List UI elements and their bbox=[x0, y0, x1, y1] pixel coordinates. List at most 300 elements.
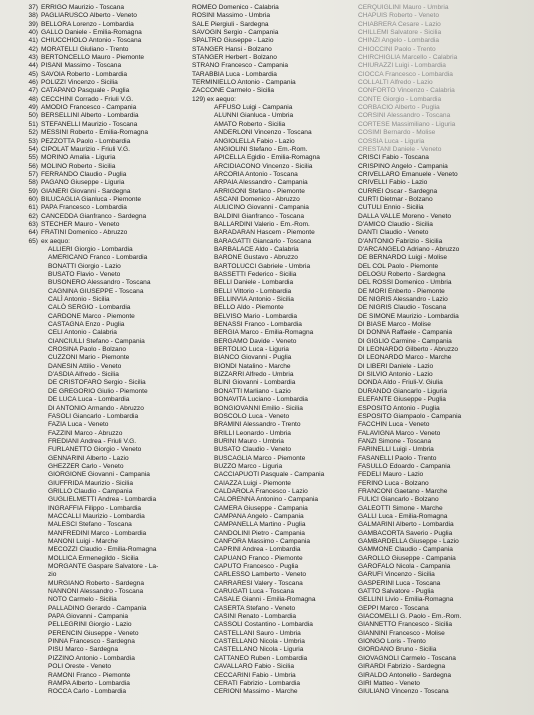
ranking-entry bbox=[26, 138, 196, 146]
entry-text: PAPA Giovanni - Campania bbox=[48, 613, 129, 621]
ranking-entry bbox=[26, 688, 196, 696]
ranking-entry bbox=[26, 672, 196, 680]
ranking-entry bbox=[358, 254, 530, 262]
entry-text: BERTONCELLO Mauro - Piemonte bbox=[41, 54, 145, 62]
ranking-entry bbox=[192, 521, 362, 529]
ranking-entry bbox=[358, 271, 530, 279]
ranking-entry bbox=[358, 596, 530, 604]
entry-text: CASINI Renato - Lombardia bbox=[214, 613, 297, 621]
ranking-entry bbox=[192, 421, 362, 429]
ranking-entry bbox=[192, 388, 362, 396]
ranking-entry bbox=[26, 530, 196, 538]
ranking-entry bbox=[358, 288, 530, 296]
ranking-entry bbox=[26, 346, 196, 354]
ranking-entry bbox=[26, 263, 196, 271]
ranking-entry bbox=[192, 221, 362, 229]
entry-text: FURLANETTO Giorgio - Veneto bbox=[48, 446, 142, 454]
entry-text: CUTULI Ennio - Sicilia bbox=[358, 204, 424, 212]
ranking-entry bbox=[358, 179, 530, 187]
entry-text: CARLESSO Lamberto - Veneto bbox=[214, 571, 306, 579]
entry-text: ROMEO Domenico - Calabria bbox=[192, 4, 279, 11]
rank-number: 44) bbox=[28, 62, 38, 70]
ranking-entry bbox=[26, 638, 196, 646]
ranking-entry bbox=[358, 46, 530, 54]
entry-text: NANNONI Alessandro - Toscana bbox=[48, 588, 144, 596]
ranking-entry bbox=[358, 438, 530, 446]
ranking-entry bbox=[358, 213, 530, 221]
ranking-entry bbox=[26, 663, 196, 671]
ranking-entry bbox=[26, 37, 196, 45]
entry-text: DEL COL Paolo - Piemonte bbox=[358, 262, 439, 270]
ranking-entry bbox=[26, 171, 196, 179]
entry-text: DI SILVIO Antonio - Lazio bbox=[358, 371, 433, 379]
ranking-entry bbox=[26, 271, 196, 279]
ranking-entry bbox=[358, 29, 530, 37]
ranking-entry bbox=[358, 338, 530, 346]
entry-text: CASSOLI Costantino - Lombardia bbox=[214, 621, 313, 629]
entry-text: PALLADINO Gerardo - Campania bbox=[48, 604, 147, 612]
entry-text: FACCHIN Luca - Veneto bbox=[358, 421, 430, 429]
entry-text: CAIAZZA Luigi - Piemonte bbox=[214, 479, 291, 487]
entry-text: BOSCOLO Luca - Veneto bbox=[214, 412, 290, 420]
rank-number: 63) bbox=[28, 220, 38, 228]
entry-text: TERMINIELLO Antonio - Campania bbox=[192, 79, 296, 87]
ranking-entry bbox=[358, 96, 530, 104]
entry-text: DI GIGLIO Carmine - Campania bbox=[358, 337, 452, 345]
ranking-entry bbox=[192, 446, 362, 454]
ranking-entry bbox=[358, 405, 530, 413]
ranking-entry bbox=[192, 46, 362, 54]
ranking-entry bbox=[358, 263, 530, 271]
ranking-entry bbox=[358, 580, 530, 588]
rank-number: 47) bbox=[28, 87, 38, 95]
ranking-entry bbox=[26, 12, 196, 20]
ranking-entry bbox=[358, 630, 530, 638]
entry-text: FASANELLI Paolo - Trento bbox=[358, 454, 437, 462]
ranking-entry bbox=[358, 605, 530, 613]
entry-text: DANESIN Attilio - Veneto bbox=[48, 362, 122, 370]
ranking-entry bbox=[192, 663, 362, 671]
ranking-entry bbox=[26, 154, 196, 162]
ranking-entry bbox=[358, 229, 530, 237]
ranking-entry bbox=[26, 463, 196, 471]
ranking-entry bbox=[358, 196, 530, 204]
rank-number: 45) bbox=[28, 70, 38, 78]
entry-text: DELOGU Roberto - Sardegna bbox=[358, 271, 446, 278]
entry-text: DE NIGRIS Alessandro - Lazio bbox=[358, 296, 448, 304]
entry-text: CORTESE Massimiliano - Liguria bbox=[358, 120, 456, 128]
entry-text: BONATTI Giorgio - Lazio bbox=[48, 262, 121, 270]
entry-text: CERATI Fabrizio - Lombardia bbox=[214, 679, 300, 687]
ranking-entry bbox=[192, 605, 362, 613]
entry-text: AMERICANO Franco - Lombardia bbox=[48, 254, 148, 262]
entry-text: MESSINI Roberto - Emilia-Romagna bbox=[41, 129, 149, 137]
ranking-entry bbox=[26, 238, 196, 246]
ranking-entry bbox=[358, 680, 530, 688]
rank-number: 59) bbox=[28, 187, 38, 195]
entry-text: FEDELI Mauro - Lazio bbox=[358, 471, 424, 479]
entry-text: CANCEDDA Gianfranco - Sardegna bbox=[41, 212, 147, 220]
ranking-entry bbox=[358, 546, 530, 554]
entry-text: ex aequo: bbox=[207, 95, 236, 103]
ranking-entry bbox=[26, 580, 196, 588]
rank-number: 48) bbox=[28, 95, 38, 103]
entry-text: SAVOIA Roberto - Lombardia bbox=[41, 70, 128, 78]
entry-text: AMODIO Francesco - Campania bbox=[41, 104, 137, 112]
ranking-entry bbox=[192, 630, 362, 638]
rank-number: 38) bbox=[28, 12, 38, 20]
ranking-entry bbox=[192, 405, 362, 413]
entry-text: GAMMONE Claudio - Campania bbox=[358, 546, 453, 554]
entry-text: PELLEGRINI Giorgio - Lazio bbox=[48, 621, 132, 629]
entry-text: BELLORA Lorenzo - Lombardia bbox=[41, 20, 134, 28]
ranking-entry bbox=[26, 371, 196, 379]
entry-text: GIRI Matteo - Veneto bbox=[358, 679, 420, 687]
ranking-entry bbox=[26, 213, 196, 221]
entry-text: ELEFANTE Giuseppe - Puglia bbox=[358, 396, 446, 404]
ranking-entry bbox=[26, 521, 196, 529]
ranking-column-right bbox=[358, 4, 530, 697]
ranking-entry bbox=[26, 129, 196, 137]
entry-text: CRIVELLARO Emanuele - Veneto bbox=[358, 170, 458, 178]
entry-text: CHIABRERA Cesare - Lazio bbox=[358, 20, 441, 28]
entry-text: POLIZZI Vincenzo - Sicilia bbox=[41, 79, 118, 87]
ranking-entry bbox=[26, 221, 196, 229]
entry-text: CASTELLANO Nicola - Liguria bbox=[214, 646, 304, 654]
rank-number: 51) bbox=[28, 120, 38, 128]
entry-text: BARADARAN Hascem - Piemonte bbox=[214, 229, 315, 237]
ranking-entry bbox=[192, 87, 362, 95]
entry-text: BELVISO Mario - Lombardia bbox=[214, 312, 298, 320]
ranking-entry bbox=[192, 163, 362, 171]
entry-text: DE GREGORIO Giulio - Piemonte bbox=[48, 387, 148, 395]
ranking-entry bbox=[26, 588, 196, 596]
ranking-entry bbox=[192, 430, 362, 438]
entry-text: MORINO Amalia - Liguria bbox=[41, 154, 116, 162]
rank-number: 46) bbox=[28, 79, 38, 87]
entry-text: ESPOSITO Antonio - Puglia bbox=[358, 404, 440, 412]
entry-text: BUSCAGLIA Marco - Piemonte bbox=[214, 454, 306, 462]
ranking-entry bbox=[192, 96, 362, 104]
ranking-entry bbox=[26, 505, 196, 513]
rank-number: 39) bbox=[28, 20, 38, 28]
entry-text: D'ANTONIO Fabrizio - Sicilia bbox=[358, 237, 443, 245]
entry-text: FAZIA Luca - Veneto bbox=[48, 421, 109, 429]
entry-text: CECCHINI Corrado - Friuli V.G. bbox=[41, 95, 134, 103]
ranking-entry bbox=[192, 646, 362, 654]
entry-text: GIUFFRIDA Maurizio - Sicilia bbox=[48, 479, 133, 487]
entry-text: BUSATO Flavio - Veneto bbox=[48, 271, 121, 278]
entry-text: DONDA Aldo - Friuli-V. Giulia bbox=[358, 379, 443, 387]
entry-text: CASALE Gianni - Emilia-Romagna bbox=[214, 596, 316, 604]
entry-text: CAPUTO Francesco - Puglia bbox=[214, 563, 299, 571]
entry-text: CHILLEMI Salvatore - Sicilia bbox=[358, 29, 442, 37]
entry-text: D'ARCANGELO Adriano - Abruzzo bbox=[358, 245, 460, 253]
ranking-entry bbox=[26, 304, 196, 312]
entry-text: ESPOSITO Giampaolo - Campania bbox=[358, 412, 462, 420]
entry-text: CRIVELLI Fabio - Lazio bbox=[358, 179, 428, 187]
ranking-entry bbox=[26, 229, 196, 237]
entry-text: CORSINI Alessandro - Toscana bbox=[358, 112, 451, 120]
entry-text: BIANCO Giovanni - Puglia bbox=[214, 354, 292, 362]
rank-number: 129) bbox=[192, 95, 206, 103]
ranking-entry bbox=[26, 54, 196, 62]
ranking-entry bbox=[26, 121, 196, 129]
entry-text: FULICI Giancarlo - Bolzano bbox=[358, 496, 439, 504]
entry-text: MOLLICA Ermenegildo - Sicilia bbox=[48, 554, 139, 562]
rank-number: 52) bbox=[28, 129, 38, 137]
rank-number: 49) bbox=[28, 104, 38, 112]
ranking-entry bbox=[192, 346, 362, 354]
entry-text: zio bbox=[48, 571, 57, 579]
ranking-entry bbox=[358, 530, 530, 538]
entry-text: SALE Piergiuli - Sardegna bbox=[192, 20, 269, 28]
entry-text: STECHER Mauro - Veneto bbox=[41, 220, 120, 228]
entry-text: BIZZARRI Alfredo - Umbria bbox=[214, 371, 294, 379]
ranking-entry bbox=[192, 655, 362, 663]
ranking-entry bbox=[192, 21, 362, 29]
ranking-entry bbox=[358, 655, 530, 663]
entry-text: GAMBARDELLA Giuseppe - Lazio bbox=[358, 538, 459, 545]
entry-text: DE CRISTOFARO Sergio - Sicilia bbox=[48, 379, 146, 387]
ranking-entry bbox=[358, 371, 530, 379]
entry-text: CECCARINI Fabio - Umbria bbox=[214, 671, 296, 679]
entry-text: CALÒ SERGIO - Lombardia bbox=[48, 304, 131, 312]
ranking-entry bbox=[26, 288, 196, 296]
ranking-entry bbox=[26, 246, 196, 254]
entry-text: ROSINI Massimo - Umbria bbox=[192, 12, 271, 20]
ranking-entry bbox=[192, 304, 362, 312]
ranking-entry bbox=[192, 296, 362, 304]
ranking-entry bbox=[358, 663, 530, 671]
ranking-entry bbox=[358, 204, 530, 212]
entry-text: BLINI Giovanni - Lombardia bbox=[214, 379, 296, 387]
entry-text: BERGAMO Davide - Veneto bbox=[214, 337, 297, 345]
ranking-entry bbox=[192, 463, 362, 471]
entry-text: DI ANTONIO Armando - Abruzzo bbox=[48, 404, 144, 412]
entry-text: CURREI Oscar - Sardegna bbox=[358, 187, 438, 195]
ranking-entry bbox=[192, 680, 362, 688]
ranking-entry bbox=[192, 229, 362, 237]
entry-text: DE NIGRIS Claudio - Toscana bbox=[358, 304, 447, 312]
entry-text: BALDINI Gianfranco - Toscana bbox=[214, 212, 305, 220]
entry-text: CHIURAZZI Luigi - Lombardia bbox=[358, 62, 446, 70]
rank-number: 40) bbox=[28, 29, 38, 37]
entry-text: FREDIANI Andrea - Friuli V.G. bbox=[48, 437, 137, 445]
entry-text: GUGLIELMETTI Andrea - Lombardia bbox=[48, 496, 157, 504]
entry-text: CELI Antonio - Calabria bbox=[48, 329, 117, 337]
rank-number: 64) bbox=[28, 229, 38, 237]
rank-number: 41) bbox=[28, 37, 38, 45]
ranking-entry bbox=[358, 480, 530, 488]
entry-text: ARRIGONI Stefano - Piemonte bbox=[214, 187, 305, 195]
entry-text: GAMBACORTA Saverio - Puglia bbox=[358, 529, 453, 537]
ranking-entry bbox=[358, 421, 530, 429]
entry-text: SPALTRO Giuseppe - Lazio bbox=[192, 37, 274, 45]
entry-text: GIANERI Giovanni - Sardegna bbox=[41, 187, 131, 195]
entry-text: ALUNNI Gianluca - Umbria bbox=[214, 112, 294, 120]
ranking-entry bbox=[26, 605, 196, 613]
entry-text: GRILLO Claudio - Campania bbox=[48, 487, 133, 495]
ranking-entry bbox=[358, 304, 530, 312]
entry-text: ANDERLONI Vincenzo - Toscana bbox=[214, 129, 312, 137]
ranking-entry bbox=[26, 188, 196, 196]
entry-text: GALLI Luca - Emilia-Romagna bbox=[358, 512, 448, 520]
ranking-entry bbox=[192, 396, 362, 404]
entry-text: STANGER Herbert - Bolzano bbox=[192, 54, 277, 62]
entry-text: DALLA VALLE Moreno - Veneto bbox=[358, 212, 451, 220]
ranking-entry bbox=[358, 646, 530, 654]
ranking-entry bbox=[26, 413, 196, 421]
ranking-entry bbox=[192, 496, 362, 504]
entry-text: ANGIOLELLA Fabio - Lazio bbox=[214, 137, 295, 145]
ranking-entry bbox=[192, 279, 362, 287]
ranking-entry bbox=[358, 87, 530, 95]
entry-text: CRISPINO Angelo - Campania bbox=[358, 162, 448, 170]
ranking-entry bbox=[358, 79, 530, 87]
entry-text: CASTELLANO Nicola - Umbria bbox=[214, 638, 305, 646]
ranking-entry bbox=[192, 672, 362, 680]
entry-text: D'AMICO Claudio - Sicilia bbox=[358, 220, 433, 228]
entry-text: BELLI Vittorio - Lombardia bbox=[214, 287, 292, 295]
entry-text: FRATINI Domenico - Abruzzo bbox=[41, 229, 128, 237]
ranking-entry bbox=[192, 129, 362, 137]
entry-text: PISANI Massimo - Toscana bbox=[41, 62, 122, 70]
entry-text: STEFANELLI Maurizio - Toscana bbox=[41, 120, 138, 128]
ranking-entry bbox=[192, 104, 362, 112]
entry-text: COSIMI Bernardo - Molise bbox=[358, 129, 436, 137]
entry-text: CHIOCCINI Paolo - Trento bbox=[358, 45, 436, 53]
ranking-entry bbox=[192, 71, 362, 79]
ranking-entry bbox=[192, 196, 362, 204]
ranking-entry bbox=[358, 505, 530, 513]
ranking-entry bbox=[358, 37, 530, 45]
ranking-entry bbox=[26, 571, 196, 579]
ranking-entry bbox=[358, 446, 530, 454]
ranking-entry bbox=[358, 246, 530, 254]
entry-text: CHIRCHIGLIA Marcello - Calabria bbox=[358, 54, 458, 62]
ranking-entry bbox=[192, 613, 362, 621]
ranking-entry bbox=[358, 163, 530, 171]
ranking-entry bbox=[26, 546, 196, 554]
entry-text: CAMPANELLA Martino - Puglia bbox=[214, 521, 306, 529]
ranking-entry bbox=[192, 621, 362, 629]
entry-text: BARAGATTI Giancarlo - Toscana bbox=[214, 237, 312, 245]
rank-number: 58) bbox=[28, 179, 38, 187]
rank-number: 56) bbox=[28, 162, 38, 170]
ranking-entry bbox=[26, 321, 196, 329]
entry-text: CASTAGNA Enzo - Puglia bbox=[48, 321, 125, 329]
ranking-entry bbox=[192, 146, 362, 154]
ranking-column-left bbox=[26, 4, 196, 697]
entry-text: CIPOLAT Maurizio - Friuli V.G. bbox=[41, 145, 130, 153]
entry-text: BERGIA Marco - Emilia-Romagna bbox=[214, 329, 314, 337]
entry-text: GHEZZER Carlo - Veneto bbox=[48, 462, 124, 470]
entry-text: GELLINI Livio - Emilia-Romagna bbox=[358, 596, 454, 604]
entry-text: CALDAROLA Francesco - Lazio bbox=[214, 487, 308, 495]
ranking-entry bbox=[358, 430, 530, 438]
ranking-entry bbox=[26, 621, 196, 629]
entry-text: CAMERA Giuseppe - Campania bbox=[214, 504, 308, 512]
entry-text: GARUFI Vincenzo - Sicilia bbox=[358, 571, 435, 579]
entry-text: FAZZINI Marco - Abruzzo bbox=[48, 429, 123, 437]
entry-text: CURTI Dietmar - Bolzano bbox=[358, 195, 433, 203]
ranking-entry bbox=[192, 12, 362, 20]
ranking-column-middle bbox=[192, 4, 362, 697]
entry-text: GIORDANO Bruno - Sicilia bbox=[358, 646, 437, 654]
ranking-entry bbox=[192, 638, 362, 646]
ranking-entry bbox=[26, 421, 196, 429]
entry-text: MANONI Luigi - Marche bbox=[48, 538, 118, 545]
ranking-entry bbox=[192, 112, 362, 120]
entry-text: CALORENNA Antonino - Campania bbox=[214, 496, 319, 504]
entry-text: ANGIOLINI Stefano - Em.-Rom. bbox=[214, 145, 308, 153]
entry-text: CAMPANA Angelo - Campania bbox=[214, 512, 304, 520]
entry-text: ERRIGO Maurizio - Toscana bbox=[41, 4, 125, 11]
ranking-entry bbox=[358, 188, 530, 196]
ranking-entry bbox=[26, 196, 196, 204]
entry-text: PAGANO Giuseppe - Liguria bbox=[41, 179, 125, 187]
ranking-entry bbox=[358, 688, 530, 696]
ranking-entry bbox=[26, 379, 196, 387]
ranking-entry bbox=[358, 379, 530, 387]
ranking-entry bbox=[192, 54, 362, 62]
ranking-entry bbox=[26, 96, 196, 104]
ranking-entry bbox=[26, 204, 196, 212]
ranking-entry bbox=[192, 179, 362, 187]
entry-text: BIONDI Natalino - Marche bbox=[214, 362, 291, 370]
entry-text: BELLI Daniele - Lombardia bbox=[214, 279, 294, 287]
ranking-entry bbox=[26, 480, 196, 488]
rank-number: 61) bbox=[28, 204, 38, 212]
ranking-entry bbox=[358, 621, 530, 629]
ranking-entry bbox=[358, 21, 530, 29]
entry-text: GATTO Salvatore - Puglia bbox=[358, 588, 434, 596]
ranking-entry bbox=[192, 513, 362, 521]
entry-text: GEPPI Marco - Toscana bbox=[358, 604, 429, 612]
entry-text: BUZZO Marco - Liguria bbox=[214, 462, 283, 470]
entry-text: BALLARDINI Valerio - Em.-Rom. bbox=[214, 220, 310, 228]
entry-text: STRANO Francesco - Campania bbox=[192, 62, 289, 70]
ranking-entry bbox=[26, 471, 196, 479]
entry-text: BERSELLINI Alberto - Lombardia bbox=[41, 112, 139, 120]
ranking-entry bbox=[192, 688, 362, 696]
ranking-entry bbox=[192, 338, 362, 346]
entry-text: STANGER Hansi - Bolzano bbox=[192, 45, 272, 53]
rank-number: 42) bbox=[28, 45, 38, 53]
rank-number: 50) bbox=[28, 112, 38, 120]
entry-text: CERIONI Massimo - Marche bbox=[214, 688, 298, 696]
ranking-entry bbox=[358, 513, 530, 521]
ranking-entry bbox=[192, 438, 362, 446]
entry-text: CATAPANO Pasquale - Puglia bbox=[41, 87, 130, 95]
entry-text: NOTO Carmelo - Sicilia bbox=[48, 596, 117, 604]
entry-text: CROSINA Paolo - Bolzano bbox=[48, 346, 127, 354]
ranking-entry bbox=[358, 471, 530, 479]
entry-text: DI LEONARDO Gilberto - Abruzzo bbox=[358, 346, 459, 354]
entry-text: DE SIMONE Maurizio - Lombardia bbox=[358, 312, 459, 320]
entry-text: CHINZI Angelo - Lombardia bbox=[358, 37, 439, 45]
ranking-entry bbox=[26, 630, 196, 638]
ranking-entry bbox=[192, 538, 362, 546]
entry-text: PINNA Francesco - Sardegna bbox=[48, 638, 135, 646]
entry-text: BILUCAGLIA Gianluca - Piemonte bbox=[41, 195, 142, 203]
entry-text: ROCCA Carlo - Lombardia bbox=[48, 688, 127, 696]
entry-text: CARUGATI Luca - Toscana bbox=[214, 588, 295, 596]
ranking-entry bbox=[192, 154, 362, 162]
rank-number: 54) bbox=[28, 145, 38, 153]
ranking-entry bbox=[192, 546, 362, 554]
